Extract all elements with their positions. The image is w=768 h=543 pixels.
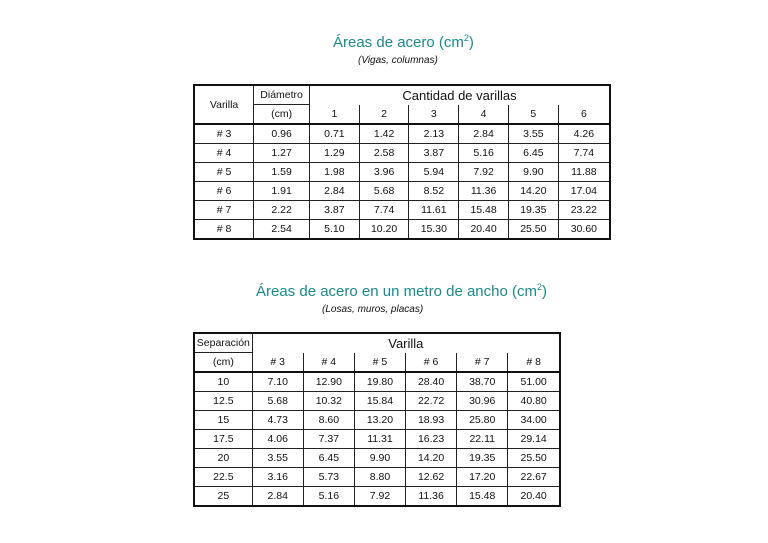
table1-subtitle: (Vigas, columnas) xyxy=(358,55,438,66)
cell-area: 34.00 xyxy=(508,411,560,430)
cell-area: 25.80 xyxy=(457,411,508,430)
count-header: 3 xyxy=(409,105,459,125)
cell-area: 19.35 xyxy=(457,449,508,468)
count-header: 2 xyxy=(359,105,409,125)
cell-area: 3.96 xyxy=(359,163,409,182)
count-header: 1 xyxy=(310,105,360,125)
cell-area: 4.06 xyxy=(252,430,303,449)
cell-area: 5.68 xyxy=(252,392,303,411)
cell-area: 1.98 xyxy=(310,163,360,182)
table-row xyxy=(194,411,560,430)
cell-area: 4.26 xyxy=(558,124,610,144)
cell-area: 11.36 xyxy=(459,182,509,201)
cell-area: 2.13 xyxy=(409,124,459,144)
cell-varilla: # 6 xyxy=(194,182,254,201)
cell-area: 11.61 xyxy=(409,201,459,220)
table-row xyxy=(194,163,610,182)
col-header-varilla-slab: Varilla xyxy=(252,333,560,353)
table-row xyxy=(194,468,560,487)
cell-varilla: # 5 xyxy=(194,163,254,182)
col-header-varilla: Varilla xyxy=(194,85,254,124)
cell-area: 7.92 xyxy=(354,487,405,507)
cell-diametro: 1.91 xyxy=(254,182,310,201)
table-row xyxy=(194,372,560,392)
cell-diametro: 1.59 xyxy=(254,163,310,182)
cell-diametro: 1.27 xyxy=(254,144,310,163)
table2-subtitle: (Losas, muros, placas) xyxy=(322,304,424,315)
cell-area: 14.20 xyxy=(406,449,457,468)
cell-area: 25.50 xyxy=(508,220,558,240)
cell-area: 5.94 xyxy=(409,163,459,182)
cell-area: 4.73 xyxy=(252,411,303,430)
cell-area: 19.35 xyxy=(508,201,558,220)
cell-area: 10.32 xyxy=(303,392,354,411)
cell-separacion: 15 xyxy=(194,411,252,430)
cell-area: 15.48 xyxy=(459,201,509,220)
cell-area: 17.04 xyxy=(558,182,610,201)
col-header-diametro-unit: (cm) xyxy=(254,105,310,125)
cell-area: 7.92 xyxy=(459,163,509,182)
table-row xyxy=(194,124,610,144)
cell-area: 2.84 xyxy=(252,487,303,507)
cell-area: 1.42 xyxy=(359,124,409,144)
cell-area: 3.87 xyxy=(409,144,459,163)
table2-title: Áreas de acero en un metro de ancho $(cm^2)$ xyxy=(256,282,548,300)
bar-header: # 5 xyxy=(354,353,405,373)
cell-area: 51.00 xyxy=(508,372,560,392)
col-header-separacion-unit: (cm) xyxy=(194,353,252,373)
cell-area: 30.96 xyxy=(457,392,508,411)
cell-area: 17.20 xyxy=(457,468,508,487)
cell-area: 20.40 xyxy=(508,487,560,507)
cell-area: 6.45 xyxy=(508,144,558,163)
cell-area: 7.10 xyxy=(252,372,303,392)
cell-area: 38.70 xyxy=(457,372,508,392)
cell-area: 3.55 xyxy=(508,124,558,144)
table-row xyxy=(194,449,560,468)
bar-header: # 3 xyxy=(252,353,303,373)
cell-area: 2.84 xyxy=(459,124,509,144)
cell-area: 14.20 xyxy=(508,182,558,201)
cell-area: 11.88 xyxy=(558,163,610,182)
col-header-cantidad: Cantidad de varillas xyxy=(310,85,610,105)
cell-area: 16.23 xyxy=(406,430,457,449)
cell-separacion: 20 xyxy=(194,449,252,468)
bar-header: # 4 xyxy=(303,353,354,373)
cell-diametro: 0.96 xyxy=(254,124,310,144)
cell-area: 8.60 xyxy=(303,411,354,430)
cell-area: 22.11 xyxy=(457,430,508,449)
cell-area: 15.30 xyxy=(409,220,459,240)
table-row xyxy=(194,430,560,449)
cell-varilla: # 8 xyxy=(194,220,254,240)
bar-header: # 6 xyxy=(406,353,457,373)
count-header: 5 xyxy=(508,105,558,125)
table-row xyxy=(194,220,610,240)
cell-diametro: 2.54 xyxy=(254,220,310,240)
cell-area: 25.50 xyxy=(508,449,560,468)
cell-area: 5.10 xyxy=(310,220,360,240)
cell-area: 3.55 xyxy=(252,449,303,468)
bar-header: # 7 xyxy=(457,353,508,373)
table-row xyxy=(194,201,610,220)
count-header: 6 xyxy=(558,105,610,125)
cell-area: 5.16 xyxy=(459,144,509,163)
cell-area: 3.87 xyxy=(310,201,360,220)
cell-varilla: # 4 xyxy=(194,144,254,163)
cell-area: 29.14 xyxy=(508,430,560,449)
steel-area-table-slabs xyxy=(193,332,561,507)
cell-area: 30.60 xyxy=(558,220,610,240)
col-header-diametro: Diámetro xyxy=(254,85,310,105)
table-row xyxy=(194,392,560,411)
cell-separacion: 25 xyxy=(194,487,252,507)
cell-area: 10.20 xyxy=(359,220,409,240)
cell-separacion: 17.5 xyxy=(194,430,252,449)
cell-area: 8.52 xyxy=(409,182,459,201)
cell-area: 11.36 xyxy=(406,487,457,507)
cell-area: 40.80 xyxy=(508,392,560,411)
cell-area: 12.90 xyxy=(303,372,354,392)
cell-area: 9.90 xyxy=(354,449,405,468)
cell-area: 11.31 xyxy=(354,430,405,449)
cell-varilla: # 7 xyxy=(194,201,254,220)
cell-area: 19.80 xyxy=(354,372,405,392)
cell-separacion: 12.5 xyxy=(194,392,252,411)
cell-area: 15.84 xyxy=(354,392,405,411)
table1-title: Áreas de acero $(cm^2)$ xyxy=(333,33,474,51)
cell-area: 28.40 xyxy=(406,372,457,392)
cell-area: 12.62 xyxy=(406,468,457,487)
cell-area: 1.29 xyxy=(310,144,360,163)
cell-area: 5.73 xyxy=(303,468,354,487)
table-row xyxy=(194,487,560,507)
cell-area: 15.48 xyxy=(457,487,508,507)
cell-area: 22.67 xyxy=(508,468,560,487)
cell-area: 3.16 xyxy=(252,468,303,487)
cell-area: 9.90 xyxy=(508,163,558,182)
count-header: 4 xyxy=(459,105,509,125)
table-row xyxy=(194,182,610,201)
cell-area: 20.40 xyxy=(459,220,509,240)
cell-area: 7.74 xyxy=(359,201,409,220)
cell-area: 2.84 xyxy=(310,182,360,201)
cell-area: 6.45 xyxy=(303,449,354,468)
col-header-separacion: Separación xyxy=(194,333,252,353)
cell-area: 5.16 xyxy=(303,487,354,507)
cell-area: 8.80 xyxy=(354,468,405,487)
cell-area: 7.74 xyxy=(558,144,610,163)
cell-separacion: 22.5 xyxy=(194,468,252,487)
steel-area-table-beams xyxy=(193,84,611,240)
cell-area: 7.37 xyxy=(303,430,354,449)
cell-area: 5.68 xyxy=(359,182,409,201)
cell-varilla: # 3 xyxy=(194,124,254,144)
bar-header: # 8 xyxy=(508,353,560,373)
table-row xyxy=(194,144,610,163)
cell-area: 2.58 xyxy=(359,144,409,163)
cell-area: 0.71 xyxy=(310,124,360,144)
cell-area: 13.20 xyxy=(354,411,405,430)
cell-area: 23.22 xyxy=(558,201,610,220)
cell-area: 18.93 xyxy=(406,411,457,430)
cell-separacion: 10 xyxy=(194,372,252,392)
cell-diametro: 2.22 xyxy=(254,201,310,220)
cell-area: 22.72 xyxy=(406,392,457,411)
